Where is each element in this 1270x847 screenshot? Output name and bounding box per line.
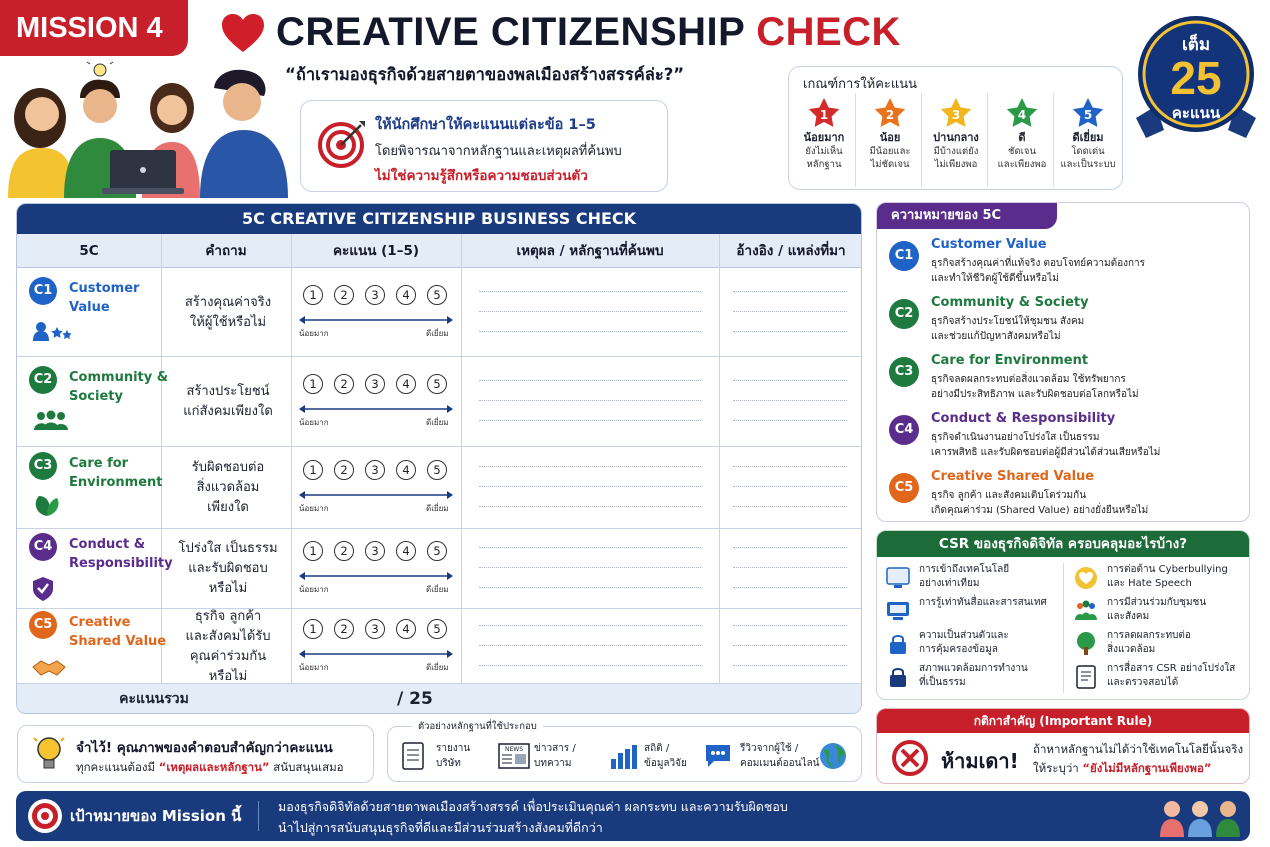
page-subtitle: “ถ้าเรามองธุรกิจด้วยสายตาของพลเมืองสร้างสรรค์ล่ะ?” [285, 65, 685, 84]
reason-input-line[interactable] [479, 291, 701, 292]
question-line: ให้ผู้ใช้หรือไม่ [189, 314, 267, 330]
score-option-5[interactable]: 5 [427, 460, 447, 480]
heart-icon [220, 12, 266, 54]
full-score-badge [1134, 14, 1258, 142]
csr-line: การลดผลกระทบต่อ [1107, 630, 1191, 641]
star-icon [873, 97, 907, 129]
score-scale [299, 541, 459, 597]
evidence-examples [387, 721, 862, 782]
criteria-label: ดี [1018, 131, 1026, 144]
score-scale [299, 285, 459, 341]
scale-high-label: ดีเยี่ยม [426, 418, 449, 427]
criteria-num: 3 [951, 108, 961, 122]
evidence-text [436, 741, 470, 771]
criteria-level-4 [989, 97, 1055, 187]
meaning-item [889, 469, 1243, 525]
goal-label: เป้าหมายของ Mission นี้ [70, 807, 242, 825]
evidence-text [644, 741, 687, 771]
meaning-desc: ธุรกิจดำเนินงานอย่างโปร่งใส เป็นธรรม [931, 432, 1100, 443]
table-title: 5C CREATIVE CITIZENSHIP BUSINESS CHECK [17, 204, 861, 234]
score-option-3[interactable]: 3 [365, 374, 385, 394]
name-line: Environment [69, 475, 163, 490]
remember-box [17, 725, 374, 783]
scale-high-label: ดีเยี่ยม [426, 328, 449, 338]
evidence-line: รีวิวจากผู้ใช้ / [740, 743, 799, 754]
evidence-text [740, 741, 819, 771]
chat-icon [704, 741, 736, 771]
lightbulb-icon [32, 734, 66, 774]
csr-line: การคุ้มครองข้อมูล [919, 644, 998, 655]
page-title: CREATIVE CITIZENSHIP CHECK [276, 10, 901, 54]
meaning-item [889, 353, 1243, 409]
csr-title: CSR ของธุรกิจดิจิทัล ครอบคลุมอะไรบ้าง? [877, 531, 1249, 557]
criteria-level-1 [791, 97, 857, 187]
badge-top: เต็ม [1181, 35, 1211, 55]
score-option-1[interactable]: 1 [303, 541, 323, 561]
scale-high-label: ดีเยี่ยม [426, 662, 449, 672]
reason-input-line[interactable] [479, 466, 701, 467]
reason-input-line[interactable] [479, 645, 701, 646]
csr-line: การเข้าถึงเทคโนโลยี [919, 564, 1010, 575]
csr-text [919, 596, 1047, 610]
reason-input-line[interactable] [479, 625, 701, 626]
rule-title: กติกาสำคัญ (Important Rule) [877, 709, 1249, 733]
globe-icon [818, 741, 850, 771]
score-option-5[interactable]: 5 [427, 285, 447, 305]
criteria-desc: มีบ้างแต่ยัง [933, 146, 979, 157]
table-row [17, 447, 861, 529]
question-line: แก่สังคมเพียงใด [183, 404, 273, 419]
question-line: และรับผิดชอบ [188, 561, 268, 576]
newspaper-label: NEWS [504, 746, 524, 753]
mission-tag: MISSION 4 [0, 0, 188, 56]
meaning-desc: เคารพสิทธิ และรับผิดชอบต่อผู้มีส่วนได้ส่วนเสียหรือไม่ [931, 447, 1161, 458]
row-question [163, 458, 293, 518]
rule-line-2: ให้ระบุว่า “ยังไม่มีหลักฐานเพียงพอ” [1033, 761, 1212, 775]
criteria-level-3 [923, 97, 989, 187]
name-line: Community & [69, 370, 169, 385]
padlock-icon [885, 664, 911, 690]
row-category-name [69, 535, 173, 573]
reference-input-line[interactable] [733, 331, 847, 332]
reason-input-line[interactable] [479, 331, 701, 332]
star-icon [1005, 97, 1039, 129]
meaning-code: C1 [889, 241, 919, 271]
csr-line: ที่เป็นธรรม [919, 677, 966, 688]
score-scale [299, 374, 459, 430]
question-line: สร้างประโยชน์ [186, 384, 270, 399]
meaning-desc: เกิดคุณค่าร่วม (Shared Value) อย่างยั่งยืนหรือไม่ [931, 505, 1149, 516]
col-reference: อ้างอิง / แหล่งที่มา [736, 243, 846, 259]
customer-value-icon [31, 319, 71, 345]
reference-input-line[interactable] [733, 486, 847, 487]
meaning-code: C4 [889, 415, 919, 445]
people-icon [1158, 797, 1242, 837]
row-code-badge: C3 [29, 452, 57, 480]
csr-text [919, 563, 1009, 591]
row-code-badge: C1 [29, 277, 57, 305]
meaning-title: ความหมายของ 5C [877, 203, 1057, 229]
row-code-badge: C4 [29, 533, 57, 561]
mission-goal-bar [16, 791, 1250, 841]
question-line: สิ่งแวดล้อม [196, 480, 260, 495]
meaning-title: Customer Value [931, 237, 1047, 252]
meaning-desc: และช่วยแก้ปัญหาสังคมหรือไม่ [931, 331, 1061, 342]
business-check-table [16, 203, 862, 714]
criteria-num: 1 [819, 108, 829, 122]
csr-item [885, 662, 1060, 698]
row-category-name [69, 279, 139, 317]
students-illustration [2, 58, 288, 198]
csr-panel [876, 530, 1250, 700]
remember-line-2: ทุกคะแนนต้องมี “เหตุผลและหลักฐาน” สนับสนุนเสมอ [76, 760, 344, 774]
csr-line: และ Hate Speech [1107, 578, 1192, 589]
table-row [17, 529, 861, 609]
csr-item [885, 563, 1060, 599]
criteria-desc: ไม่ชัดเจน [870, 159, 910, 170]
score-option-2[interactable]: 2 [334, 285, 354, 305]
criteria-level-2 [857, 97, 923, 187]
reason-input-line[interactable] [479, 400, 701, 401]
csr-line: การสื่อสาร CSR อย่างโปร่งใส [1107, 663, 1236, 674]
table-row [17, 357, 861, 447]
rule-big-text: ห้ามเดา! [941, 749, 1019, 773]
reference-input-line[interactable] [733, 625, 847, 626]
question-line: ธุรกิจ ลูกค้า [194, 608, 262, 624]
question-line: โปร่งใส เป็นธรรม [178, 541, 278, 556]
reason-input-line[interactable] [479, 380, 701, 381]
csr-text [1107, 662, 1235, 690]
evidence-title: ตัวอย่างหลักฐานที่ใช้ประกอบ [412, 719, 543, 734]
meaning-desc: ธุรกิจสร้างประโยชน์ให้ชุมชน สังคม [931, 316, 1085, 327]
csr-item [885, 596, 1060, 632]
csr-text [919, 662, 1028, 690]
question-line: เพียงใด [207, 500, 249, 515]
score-option-1[interactable]: 1 [303, 619, 323, 639]
csr-text [1107, 563, 1228, 591]
scale-high-label: ดีเยี่ยม [426, 504, 449, 513]
lock-icon [885, 631, 911, 657]
leaf-icon [31, 494, 71, 520]
score-option-4[interactable]: 4 [396, 460, 416, 480]
csr-item [885, 629, 1060, 665]
name-line: Creative [69, 614, 131, 630]
scale-low-label: น้อยมาก [299, 418, 329, 427]
meaning-desc: ธุรกิจสร้างคุณค่าที่แท้จริง ตอบโจทย์ความต้องการ [931, 258, 1146, 269]
meaning-code: C3 [889, 357, 919, 387]
score-option-3[interactable]: 3 [365, 460, 385, 480]
reason-input-line[interactable] [479, 567, 701, 568]
criteria-desc: และเป็นระบบ [1060, 159, 1116, 170]
meaning-desc: และทำให้ชีวิตผู้ใช้ดีขึ้นหรือไม่ [931, 273, 1059, 284]
criteria-title: เกณฑ์การให้คะแนน [803, 77, 918, 92]
row-category-name [69, 454, 163, 492]
score-option-3[interactable]: 3 [365, 541, 385, 561]
criteria-desc: ไม่เพียงพอ [934, 159, 978, 170]
score-option-4[interactable]: 4 [396, 374, 416, 394]
reference-input-line[interactable] [733, 466, 847, 467]
criteria-desc: ชัดเจน [1008, 146, 1036, 157]
score-option-4[interactable]: 4 [396, 541, 416, 561]
criteria-num: 4 [1017, 108, 1027, 122]
csr-line: ความเป็นส่วนตัวและ [919, 630, 1009, 641]
col-5c: 5C [79, 243, 99, 259]
reference-input-line[interactable] [733, 665, 847, 666]
remember-line-1: จำไว้! คุณภาพของคำตอบสำคัญกว่าคะแนน [76, 740, 333, 756]
meaning-title: Care for Environment [931, 353, 1089, 368]
double-arrow-icon [299, 490, 453, 500]
reference-input-line[interactable] [733, 645, 847, 646]
scale-low-label: น้อยมาก [299, 662, 329, 672]
total-row [17, 684, 861, 714]
reference-input-line[interactable] [733, 380, 847, 381]
csr-item [1073, 629, 1248, 665]
rule-line-1: ถ้าหาหลักฐานไม่ได้ว่าใช้เทคโนโลยีนั้นจริง [1033, 742, 1244, 756]
row-code-badge: C2 [29, 366, 57, 394]
criteria-level-5 [1055, 97, 1121, 187]
star-icon [1071, 97, 1105, 129]
total-value[interactable]: / 25 [397, 689, 433, 709]
criteria-num: 5 [1083, 108, 1093, 122]
student-girl-left [8, 88, 74, 198]
badge-value: 25 [1170, 52, 1222, 104]
reason-input-line[interactable] [479, 587, 701, 588]
question-line: สร้างคุณค่าจริง [184, 294, 272, 310]
meaning-title: Community & Society [931, 295, 1089, 310]
evidence-line: บทความ [534, 758, 572, 769]
double-arrow-icon [299, 571, 453, 581]
score-option-5[interactable]: 5 [427, 619, 447, 639]
col-score: คะแนน (1–5) [332, 243, 420, 259]
score-option-2[interactable]: 2 [334, 541, 354, 561]
handshake-icon [31, 653, 71, 679]
score-option-2[interactable]: 2 [334, 460, 354, 480]
scale-low-label: น้อยมาก [299, 504, 329, 513]
reference-input-line[interactable] [733, 547, 847, 548]
row-category-name [69, 368, 168, 406]
reason-input-line[interactable] [479, 665, 701, 666]
score-option-2[interactable]: 2 [334, 619, 354, 639]
name-line: Shared Value [69, 633, 167, 649]
criteria-desc: ยังไม่เห็น [805, 146, 843, 157]
question-line: รับผิดชอบต่อ [191, 460, 265, 475]
laptop-icon [102, 150, 184, 194]
document-icon [1073, 664, 1099, 690]
csr-line: อย่างเท่าเทียม [919, 578, 980, 589]
name-line: Conduct & [69, 537, 146, 552]
instruction-box [300, 100, 668, 192]
reference-input-line[interactable] [733, 311, 847, 312]
score-option-4[interactable]: 4 [396, 285, 416, 305]
target-icon [317, 119, 367, 169]
score-option-5[interactable]: 5 [427, 374, 447, 394]
meaning-title: Conduct & Responsibility [931, 411, 1116, 426]
shield-check-icon [31, 575, 71, 601]
criteria-label: น้อย [879, 131, 901, 144]
criteria-desc: และเพียงพอ [997, 159, 1047, 170]
reference-input-line[interactable] [733, 420, 847, 421]
table-header [17, 234, 861, 268]
reference-input-line[interactable] [733, 506, 847, 507]
reference-input-line[interactable] [733, 291, 847, 292]
scale-low-label: น้อยมาก [299, 328, 329, 338]
csr-item [1073, 596, 1248, 632]
table-row [17, 609, 861, 684]
row-category-name [69, 613, 166, 651]
goal-line-1: มองธุรกิจดิจิทัลด้วยสายตาพลเมืองสร้างสรรค์ เพื่อประเมินคุณค่า ผลกระทบ และความรับผิดชอบ [278, 799, 788, 814]
csr-item [1073, 563, 1248, 599]
criteria-label: ดีเยี่ยม [1072, 131, 1104, 144]
question-line: หรือไม่ [208, 581, 248, 596]
question-line: คุณค่าร่วมกัน [189, 648, 267, 664]
reason-input-line[interactable] [479, 486, 701, 487]
row-question [163, 382, 293, 422]
reference-input-line[interactable] [733, 400, 847, 401]
double-arrow-icon [299, 315, 453, 325]
evidence-line: รายงาน [436, 743, 471, 754]
meaning-item [889, 237, 1243, 293]
badge-bottom: คะแนน [1171, 104, 1221, 122]
name-line: Responsibility [69, 556, 173, 571]
meaning-title: Creative Shared Value [931, 469, 1095, 484]
total-label: คะแนนรวม [119, 691, 189, 707]
col-reason: เหตุผล / หลักฐานที่ค้นพบ [516, 243, 664, 259]
criteria-label: น้อยมาก [803, 131, 845, 144]
scale-low-label: น้อยมาก [299, 585, 329, 594]
evidence-line: ข่าวสาร / [534, 743, 576, 754]
community-icon [1073, 598, 1099, 624]
evidence-line: บริษัท [436, 758, 461, 769]
csr-line: สภาพแวดล้อมการทำงาน [919, 663, 1028, 674]
score-option-1[interactable]: 1 [303, 374, 323, 394]
meaning-item [889, 295, 1243, 351]
score-option-1[interactable]: 1 [303, 460, 323, 480]
scale-high-label: ดีเยี่ยม [426, 585, 449, 594]
score-scale [299, 460, 459, 516]
col-question: คำถาม [205, 243, 247, 259]
criteria-desc: โดดเด่น [1071, 146, 1105, 157]
heart-shield-icon [1073, 565, 1099, 591]
meaning-desc: ธุรกิจลดผลกระทบต่อสิ่งแวดล้อม ใช้ทรัพยากร [931, 374, 1126, 385]
csr-line: และสังคม [1107, 611, 1150, 622]
community-icon [31, 408, 71, 434]
score-option-1[interactable]: 1 [303, 285, 323, 305]
evidence-text [534, 741, 576, 771]
score-scale [299, 619, 459, 675]
meaning-code: C5 [889, 473, 919, 503]
csr-text [919, 629, 1009, 657]
reason-input-line[interactable] [479, 420, 701, 421]
monitor-icon [885, 565, 911, 591]
meaning-desc: ธุรกิจ ลูกค้า และสังคมเติบโตร่วมกัน [931, 490, 1087, 501]
tree-icon [1073, 631, 1099, 657]
row-code-badge: C5 [29, 611, 57, 639]
row-question [163, 607, 293, 687]
criteria-num: 2 [885, 108, 895, 122]
csr-line: สิ่งแวดล้อม [1107, 644, 1156, 655]
csr-text [1107, 596, 1206, 624]
star-icon [807, 97, 841, 129]
important-rule [876, 708, 1250, 784]
score-option-3[interactable]: 3 [365, 619, 385, 639]
name-line: Care for [69, 456, 129, 471]
table-row [17, 268, 861, 357]
double-arrow-icon [299, 649, 453, 659]
score-option-5[interactable]: 5 [427, 541, 447, 561]
csr-item [1073, 662, 1248, 698]
evidence-line: ข้อมูลวิจัย [644, 758, 687, 769]
csr-line: การมีส่วนร่วมกับชุมชน [1107, 597, 1207, 608]
report-icon [400, 741, 432, 771]
csr-text [1107, 629, 1191, 657]
scoring-criteria [788, 66, 1123, 190]
csr-line: การรู้เท่าทันสื่อและสารสนเทศ [919, 597, 1047, 608]
5c-meaning-panel [876, 202, 1250, 522]
instruction-line-3: ไม่ใช่ความรู้สึกหรือความชอบส่วนตัว [375, 168, 588, 184]
meaning-item [889, 411, 1243, 467]
student-boy-blue [200, 70, 288, 198]
meaning-code: C2 [889, 299, 919, 329]
name-line: Value [69, 299, 110, 315]
question-line: หรือไม่ [208, 668, 248, 684]
score-option-4[interactable]: 4 [396, 619, 416, 639]
criteria-desc: หลักฐาน [806, 159, 842, 170]
evidence-line: สถิติ / [644, 743, 670, 754]
question-line: และสังคมได้รับ [185, 628, 271, 644]
idea-bulb-icon [87, 58, 113, 76]
evidence-line: คอมเมนต์ออนไลน์ [740, 758, 820, 769]
criteria-label: ปานกลาง [933, 131, 979, 144]
instruction-line-2: โดยพิจารณาจากหลักฐานและเหตุผลที่ค้นพบ [375, 144, 622, 159]
target-icon [26, 797, 64, 835]
name-line: Customer [69, 280, 140, 296]
screen-icon [885, 598, 911, 624]
reference-input-line[interactable] [733, 567, 847, 568]
csr-line: และตรวจสอบได้ [1107, 677, 1179, 688]
no-guessing-icon [891, 739, 929, 777]
instruction-line-1: ให้นักศึกษาให้คะแนนแต่ละข้อ 1–5 [375, 117, 596, 133]
score-option-2[interactable]: 2 [334, 374, 354, 394]
goal-line-2: นำไปสู่การสนับสนุนธุรกิจที่ดีและมีส่วนร่วมสร้างสังคมที่ดีกว่า [278, 820, 603, 835]
meaning-desc: อย่างมีประสิทธิภาพ และรับผิดชอบต่อโลกหรือไม่ [931, 389, 1139, 400]
bar-chart-icon [608, 741, 640, 771]
name-line: Society [69, 389, 123, 404]
row-question [163, 293, 293, 333]
reference-input-line[interactable] [733, 587, 847, 588]
reason-input-line[interactable] [479, 547, 701, 548]
newspaper-icon [498, 741, 530, 771]
double-arrow-icon [299, 404, 453, 414]
reason-input-line[interactable] [479, 311, 701, 312]
score-option-3[interactable]: 3 [365, 285, 385, 305]
star-icon [939, 97, 973, 129]
reason-input-line[interactable] [479, 506, 701, 507]
criteria-desc: มีน้อยและ [869, 146, 911, 157]
row-question [163, 539, 293, 599]
csr-line: การต่อต้าน Cyberbullying [1107, 564, 1228, 575]
